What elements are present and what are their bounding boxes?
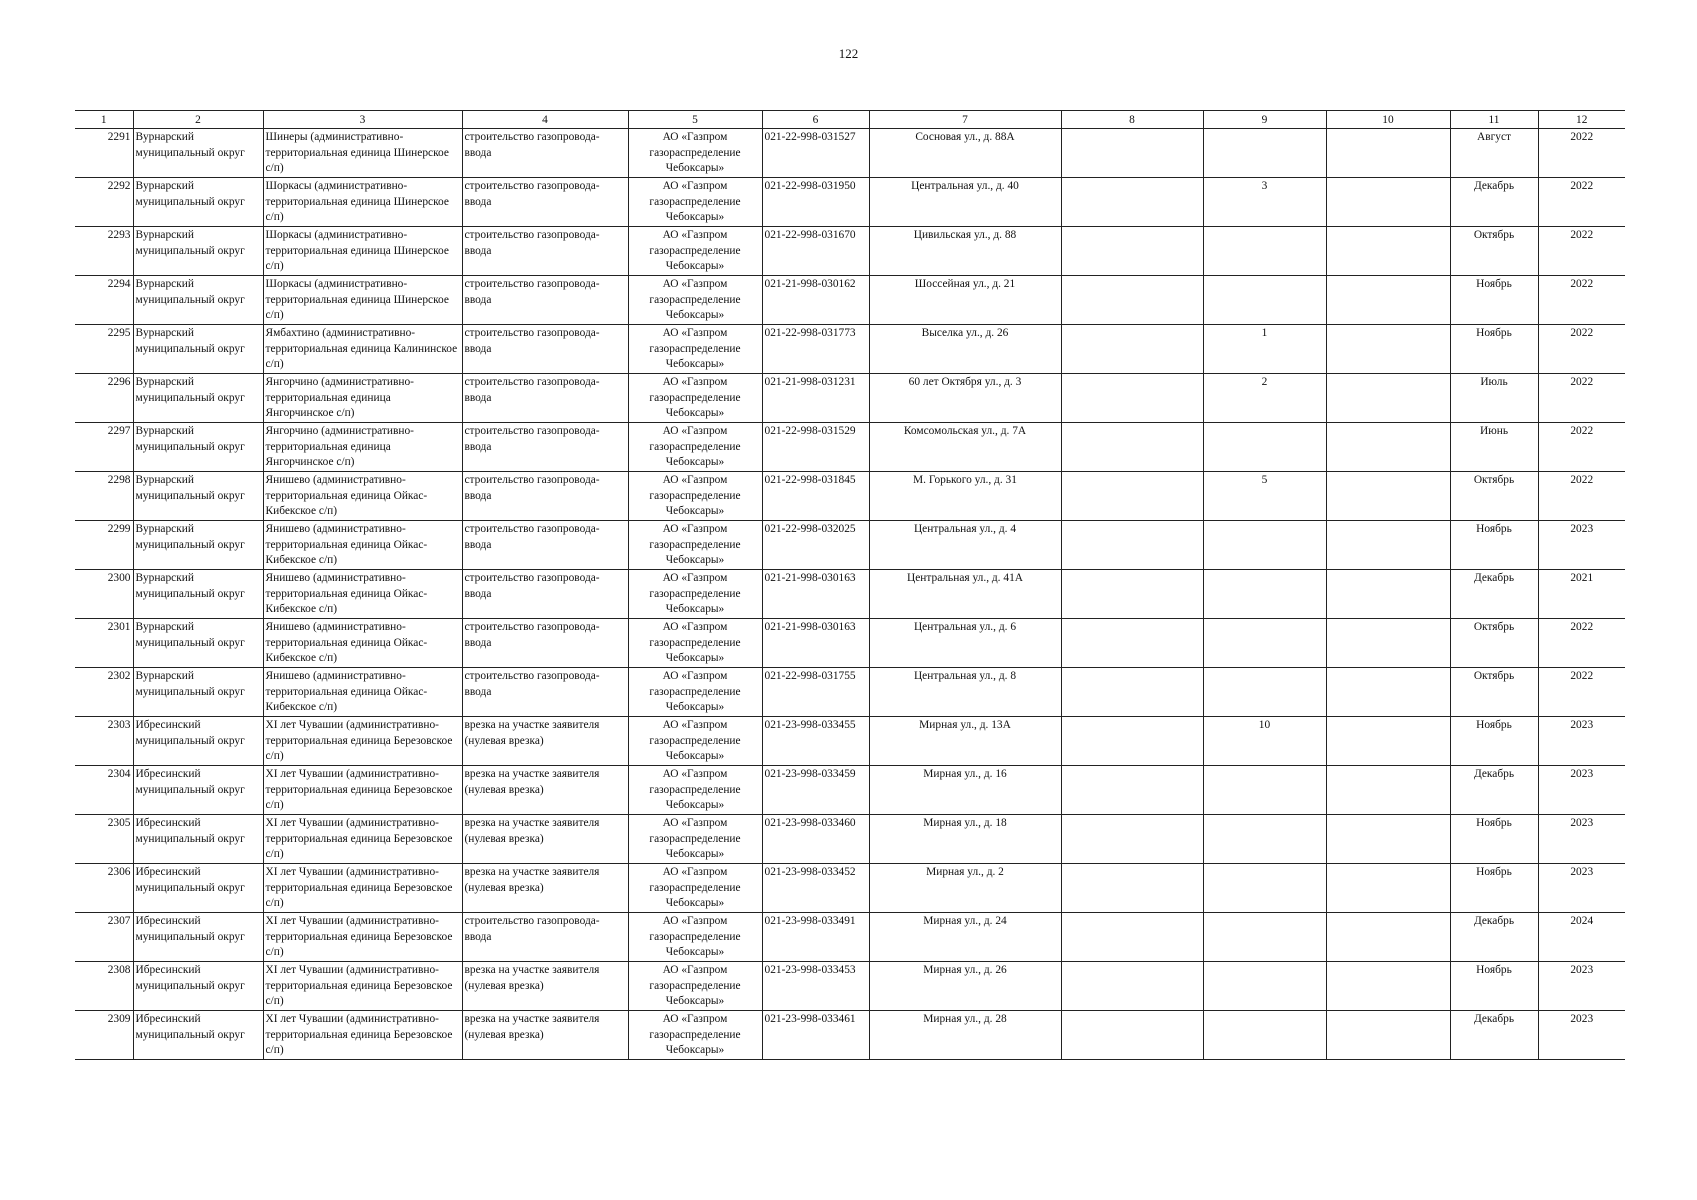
- organization-cell: АО «Газпром газораспределение Чебоксары»: [628, 962, 762, 1011]
- column-10-cell: [1326, 423, 1450, 472]
- column-header-3: 3: [263, 111, 462, 129]
- table-row: [75, 913, 1625, 962]
- column-9-cell: 3: [1203, 178, 1326, 227]
- row-number-cell: 2301: [75, 619, 133, 668]
- row-number-cell: 2307: [75, 913, 133, 962]
- column-8-cell: [1061, 1011, 1203, 1060]
- column-10-cell: [1326, 521, 1450, 570]
- settlement-cell: Шоркасы (административно-территориальная единица Шинерское с/п): [263, 227, 462, 276]
- column-9-cell: [1203, 766, 1326, 815]
- column-10-cell: [1326, 227, 1450, 276]
- year-cell: 2023: [1538, 815, 1625, 864]
- column-8-cell: [1061, 570, 1203, 619]
- year-cell: 2023: [1538, 521, 1625, 570]
- month-cell: Декабрь: [1450, 178, 1538, 227]
- table-row: [75, 227, 1625, 276]
- organization-cell: АО «Газпром газораспределение Чебоксары»: [628, 913, 762, 962]
- application-number-cell: 021-22-998-031845: [762, 472, 869, 521]
- municipality-cell: Ибресинский муниципальный округ: [133, 766, 263, 815]
- application-number-cell: 021-22-998-032025: [762, 521, 869, 570]
- row-number-cell: 2299: [75, 521, 133, 570]
- work-type-cell: врезка на участке заявителя (нулевая врезка): [462, 815, 628, 864]
- table-row: [75, 374, 1625, 423]
- municipality-cell: Ибресинский муниципальный округ: [133, 864, 263, 913]
- row-number-cell: 2303: [75, 717, 133, 766]
- organization-cell: АО «Газпром газораспределение Чебоксары»: [628, 864, 762, 913]
- month-cell: Ноябрь: [1450, 717, 1538, 766]
- application-number-cell: 021-22-998-031950: [762, 178, 869, 227]
- municipality-cell: Вурнарский муниципальный округ: [133, 668, 263, 717]
- row-number-cell: 2297: [75, 423, 133, 472]
- year-cell: 2022: [1538, 423, 1625, 472]
- month-cell: Декабрь: [1450, 570, 1538, 619]
- work-type-cell: строительство газопровода-ввода: [462, 570, 628, 619]
- year-cell: 2022: [1538, 374, 1625, 423]
- column-header-7: 7: [869, 111, 1061, 129]
- settlement-cell: Шинеры (административно-территориальная единица Шинерское с/п): [263, 129, 462, 178]
- application-number-cell: 021-21-998-030163: [762, 570, 869, 619]
- column-9-cell: [1203, 423, 1326, 472]
- work-type-cell: строительство газопровода-ввода: [462, 374, 628, 423]
- year-cell: 2023: [1538, 962, 1625, 1011]
- column-8-cell: [1061, 374, 1203, 423]
- column-9-cell: 1: [1203, 325, 1326, 374]
- settlement-cell: XI лет Чувашии (административно-территориальная единица Березовское с/п): [263, 913, 462, 962]
- organization-cell: АО «Газпром газораспределение Чебоксары»: [628, 276, 762, 325]
- organization-cell: АО «Газпром газораспределение Чебоксары»: [628, 815, 762, 864]
- work-type-cell: строительство газопровода-ввода: [462, 472, 628, 521]
- organization-cell: АО «Газпром газораспределение Чебоксары»: [628, 374, 762, 423]
- column-9-cell: 10: [1203, 717, 1326, 766]
- application-number-cell: 021-21-998-030162: [762, 276, 869, 325]
- row-number-cell: 2291: [75, 129, 133, 178]
- municipality-cell: Ибресинский муниципальный округ: [133, 913, 263, 962]
- month-cell: Июль: [1450, 374, 1538, 423]
- organization-cell: АО «Газпром газораспределение Чебоксары»: [628, 227, 762, 276]
- column-10-cell: [1326, 766, 1450, 815]
- address-cell: Сосновая ул., д. 88А: [869, 129, 1061, 178]
- month-cell: Ноябрь: [1450, 962, 1538, 1011]
- table-row: [75, 766, 1625, 815]
- year-cell: 2023: [1538, 717, 1625, 766]
- column-10-cell: [1326, 178, 1450, 227]
- municipality-cell: Вурнарский муниципальный округ: [133, 129, 263, 178]
- work-type-cell: строительство газопровода-ввода: [462, 178, 628, 227]
- year-cell: 2023: [1538, 766, 1625, 815]
- column-8-cell: [1061, 227, 1203, 276]
- column-8-cell: [1061, 668, 1203, 717]
- column-10-cell: [1326, 619, 1450, 668]
- column-9-cell: [1203, 521, 1326, 570]
- table-row: [75, 423, 1625, 472]
- work-type-cell: врезка на участке заявителя (нулевая врезка): [462, 864, 628, 913]
- address-cell: Центральная ул., д. 4: [869, 521, 1061, 570]
- municipality-cell: Ибресинский муниципальный округ: [133, 1011, 263, 1060]
- application-number-cell: 021-23-998-033452: [762, 864, 869, 913]
- settlement-cell: Янишево (административно-территориальная единица Ойкас-Кибекское с/п): [263, 472, 462, 521]
- table-row: [75, 717, 1625, 766]
- column-9-cell: [1203, 1011, 1326, 1060]
- year-cell: 2022: [1538, 325, 1625, 374]
- settlement-cell: XI лет Чувашии (административно-территориальная единица Березовское с/п): [263, 864, 462, 913]
- table-row: [75, 472, 1625, 521]
- address-cell: Комсомольская ул., д. 7А: [869, 423, 1061, 472]
- organization-cell: АО «Газпром газораспределение Чебоксары»: [628, 423, 762, 472]
- table-row: [75, 178, 1625, 227]
- municipality-cell: Вурнарский муниципальный округ: [133, 472, 263, 521]
- column-8-cell: [1061, 129, 1203, 178]
- application-number-cell: 021-23-998-033455: [762, 717, 869, 766]
- row-number-cell: 2304: [75, 766, 133, 815]
- municipality-cell: Вурнарский муниципальный округ: [133, 423, 263, 472]
- month-cell: Октябрь: [1450, 619, 1538, 668]
- column-9-cell: [1203, 962, 1326, 1011]
- year-cell: 2022: [1538, 276, 1625, 325]
- address-cell: Центральная ул., д. 8: [869, 668, 1061, 717]
- column-header-4: 4: [462, 111, 628, 129]
- application-number-cell: 021-21-998-030163: [762, 619, 869, 668]
- work-type-cell: строительство газопровода-ввода: [462, 423, 628, 472]
- column-10-cell: [1326, 668, 1450, 717]
- work-type-cell: строительство газопровода-ввода: [462, 227, 628, 276]
- organization-cell: АО «Газпром газораспределение Чебоксары»: [628, 521, 762, 570]
- year-cell: 2022: [1538, 178, 1625, 227]
- row-number-cell: 2305: [75, 815, 133, 864]
- address-cell: 60 лет Октября ул., д. 3: [869, 374, 1061, 423]
- column-10-cell: [1326, 472, 1450, 521]
- column-8-cell: [1061, 815, 1203, 864]
- municipality-cell: Вурнарский муниципальный округ: [133, 374, 263, 423]
- column-8-cell: [1061, 423, 1203, 472]
- settlement-cell: XI лет Чувашии (административно-территориальная единица Березовское с/п): [263, 815, 462, 864]
- column-header-5: 5: [628, 111, 762, 129]
- year-cell: 2022: [1538, 129, 1625, 178]
- table-row: [75, 1011, 1625, 1060]
- application-number-cell: 021-22-998-031773: [762, 325, 869, 374]
- work-type-cell: врезка на участке заявителя (нулевая врезка): [462, 766, 628, 815]
- column-10-cell: [1326, 325, 1450, 374]
- municipality-cell: Вурнарский муниципальный округ: [133, 178, 263, 227]
- organization-cell: АО «Газпром газораспределение Чебоксары»: [628, 619, 762, 668]
- year-cell: 2023: [1538, 1011, 1625, 1060]
- column-header-2: 2: [133, 111, 263, 129]
- month-cell: Ноябрь: [1450, 325, 1538, 374]
- month-cell: Август: [1450, 129, 1538, 178]
- work-type-cell: строительство газопровода-ввода: [462, 276, 628, 325]
- month-cell: Июнь: [1450, 423, 1538, 472]
- column-9-cell: [1203, 570, 1326, 619]
- month-cell: Ноябрь: [1450, 521, 1538, 570]
- table-row: [75, 864, 1625, 913]
- column-header-1: 1: [75, 111, 133, 129]
- settlement-cell: XI лет Чувашии (административно-территориальная единица Березовское с/п): [263, 717, 462, 766]
- settlement-cell: Янгорчино (административно-территориальная единица Янгорчинское с/п): [263, 423, 462, 472]
- year-cell: 2021: [1538, 570, 1625, 619]
- address-cell: Мирная ул., д. 18: [869, 815, 1061, 864]
- row-number-cell: 2296: [75, 374, 133, 423]
- month-cell: Декабрь: [1450, 1011, 1538, 1060]
- municipality-cell: Вурнарский муниципальный округ: [133, 521, 263, 570]
- municipality-cell: Вурнарский муниципальный округ: [133, 325, 263, 374]
- column-9-cell: [1203, 668, 1326, 717]
- year-cell: 2023: [1538, 864, 1625, 913]
- table-row: [75, 962, 1625, 1011]
- address-cell: Мирная ул., д. 28: [869, 1011, 1061, 1060]
- municipality-cell: Вурнарский муниципальный округ: [133, 619, 263, 668]
- column-10-cell: [1326, 1011, 1450, 1060]
- work-type-cell: строительство газопровода-ввода: [462, 619, 628, 668]
- row-number-cell: 2298: [75, 472, 133, 521]
- column-header-11: 11: [1450, 111, 1538, 129]
- row-number-cell: 2309: [75, 1011, 133, 1060]
- year-cell: 2022: [1538, 472, 1625, 521]
- column-10-cell: [1326, 913, 1450, 962]
- organization-cell: АО «Газпром газораспределение Чебоксары»: [628, 766, 762, 815]
- table-row: [75, 521, 1625, 570]
- column-8-cell: [1061, 766, 1203, 815]
- address-cell: Мирная ул., д. 26: [869, 962, 1061, 1011]
- year-cell: 2024: [1538, 913, 1625, 962]
- column-8-cell: [1061, 864, 1203, 913]
- organization-cell: АО «Газпром газораспределение Чебоксары»: [628, 668, 762, 717]
- application-number-cell: 021-23-998-033460: [762, 815, 869, 864]
- column-9-cell: 5: [1203, 472, 1326, 521]
- address-cell: Центральная ул., д. 40: [869, 178, 1061, 227]
- application-number-cell: 021-23-998-033491: [762, 913, 869, 962]
- column-10-cell: [1326, 276, 1450, 325]
- organization-cell: АО «Газпром газораспределение Чебоксары»: [628, 129, 762, 178]
- column-9-cell: [1203, 913, 1326, 962]
- municipality-cell: Вурнарский муниципальный округ: [133, 570, 263, 619]
- month-cell: Ноябрь: [1450, 864, 1538, 913]
- settlement-cell: Шоркасы (административно-территориальная единица Шинерское с/п): [263, 276, 462, 325]
- month-cell: Октябрь: [1450, 668, 1538, 717]
- organization-cell: АО «Газпром газораспределение Чебоксары»: [628, 472, 762, 521]
- column-8-cell: [1061, 619, 1203, 668]
- address-cell: Шоссейная ул., д. 21: [869, 276, 1061, 325]
- organization-cell: АО «Газпром газораспределение Чебоксары»: [628, 1011, 762, 1060]
- address-cell: Центральная ул., д. 6: [869, 619, 1061, 668]
- work-type-cell: строительство газопровода-ввода: [462, 325, 628, 374]
- settlement-cell: Ямбахтино (административно-территориальная единица Калининское с/п): [263, 325, 462, 374]
- address-cell: Центральная ул., д. 41А: [869, 570, 1061, 619]
- application-number-cell: 021-22-998-031529: [762, 423, 869, 472]
- organization-cell: АО «Газпром газораспределение Чебоксары»: [628, 325, 762, 374]
- work-type-cell: строительство газопровода-ввода: [462, 521, 628, 570]
- column-8-cell: [1061, 325, 1203, 374]
- application-number-cell: 021-22-998-031527: [762, 129, 869, 178]
- month-cell: Ноябрь: [1450, 276, 1538, 325]
- column-10-cell: [1326, 570, 1450, 619]
- column-header-8: 8: [1061, 111, 1203, 129]
- organization-cell: АО «Газпром газораспределение Чебоксары»: [628, 717, 762, 766]
- column-8-cell: [1061, 717, 1203, 766]
- row-number-cell: 2294: [75, 276, 133, 325]
- column-9-cell: [1203, 129, 1326, 178]
- application-number-cell: 021-21-998-031231: [762, 374, 869, 423]
- organization-cell: АО «Газпром газораспределение Чебоксары»: [628, 178, 762, 227]
- year-cell: 2022: [1538, 668, 1625, 717]
- application-number-cell: 021-22-998-031670: [762, 227, 869, 276]
- column-9-cell: 2: [1203, 374, 1326, 423]
- settlement-cell: Янишево (административно-территориальная единица Ойкас-Кибекское с/п): [263, 521, 462, 570]
- header-row: [75, 111, 1625, 129]
- settlement-cell: Янгорчино (административно-территориальная единица Янгорчинское с/п): [263, 374, 462, 423]
- column-10-cell: [1326, 864, 1450, 913]
- column-8-cell: [1061, 472, 1203, 521]
- column-header-6: 6: [762, 111, 869, 129]
- column-10-cell: [1326, 717, 1450, 766]
- table-row: [75, 276, 1625, 325]
- column-header-12: 12: [1538, 111, 1625, 129]
- row-number-cell: 2295: [75, 325, 133, 374]
- address-cell: Цивильская ул., д. 88: [869, 227, 1061, 276]
- row-number-cell: 2300: [75, 570, 133, 619]
- row-number-cell: 2306: [75, 864, 133, 913]
- column-8-cell: [1061, 962, 1203, 1011]
- municipality-cell: Вурнарский муниципальный округ: [133, 276, 263, 325]
- month-cell: Декабрь: [1450, 913, 1538, 962]
- page-number: 122: [838, 46, 859, 61]
- work-type-cell: строительство газопровода-ввода: [462, 913, 628, 962]
- address-cell: Мирная ул., д. 13А: [869, 717, 1061, 766]
- table-row: [75, 815, 1625, 864]
- table-row: [75, 668, 1625, 717]
- row-number-cell: 2302: [75, 668, 133, 717]
- address-cell: М. Горького ул., д. 31: [869, 472, 1061, 521]
- work-type-cell: врезка на участке заявителя (нулевая врезка): [462, 717, 628, 766]
- municipality-cell: Ибресинский муниципальный округ: [133, 717, 263, 766]
- column-8-cell: [1061, 276, 1203, 325]
- organization-cell: АО «Газпром газораспределение Чебоксары»: [628, 570, 762, 619]
- column-10-cell: [1326, 129, 1450, 178]
- municipality-cell: Вурнарский муниципальный округ: [133, 227, 263, 276]
- application-number-cell: 021-23-998-033453: [762, 962, 869, 1011]
- column-9-cell: [1203, 276, 1326, 325]
- settlement-cell: Янишево (административно-территориальная единица Ойкас-Кибекское с/п): [263, 570, 462, 619]
- year-cell: 2022: [1538, 227, 1625, 276]
- year-cell: 2022: [1538, 619, 1625, 668]
- column-9-cell: [1203, 227, 1326, 276]
- month-cell: Октябрь: [1450, 227, 1538, 276]
- column-10-cell: [1326, 962, 1450, 1011]
- application-number-cell: 021-23-998-033461: [762, 1011, 869, 1060]
- column-10-cell: [1326, 374, 1450, 423]
- month-cell: Октябрь: [1450, 472, 1538, 521]
- column-8-cell: [1061, 913, 1203, 962]
- column-9-cell: [1203, 815, 1326, 864]
- column-9-cell: [1203, 619, 1326, 668]
- table-row: [75, 129, 1625, 178]
- table-row: [75, 325, 1625, 374]
- settlement-cell: XI лет Чувашии (административно-территориальная единица Березовское с/п): [263, 766, 462, 815]
- registry-body: [75, 129, 1625, 1060]
- address-cell: Мирная ул., д. 16: [869, 766, 1061, 815]
- table-row: [75, 570, 1625, 619]
- settlement-cell: Янишево (административно-территориальная единица Ойкас-Кибекское с/п): [263, 668, 462, 717]
- column-header-9: 9: [1203, 111, 1326, 129]
- column-8-cell: [1061, 521, 1203, 570]
- settlement-cell: Янишево (административно-территориальная единица Ойкас-Кибекское с/п): [263, 619, 462, 668]
- address-cell: Мирная ул., д. 24: [869, 913, 1061, 962]
- row-number-cell: 2308: [75, 962, 133, 1011]
- column-9-cell: [1203, 864, 1326, 913]
- row-number-cell: 2293: [75, 227, 133, 276]
- work-type-cell: строительство газопровода-ввода: [462, 129, 628, 178]
- settlement-cell: Шоркасы (административно-территориальная единица Шинерское с/п): [263, 178, 462, 227]
- settlement-cell: XI лет Чувашии (административно-территориальная единица Березовское с/п): [263, 962, 462, 1011]
- work-type-cell: строительство газопровода-ввода: [462, 668, 628, 717]
- column-8-cell: [1061, 178, 1203, 227]
- address-cell: Мирная ул., д. 2: [869, 864, 1061, 913]
- registry-table: [75, 110, 1625, 1060]
- row-number-cell: 2292: [75, 178, 133, 227]
- work-type-cell: врезка на участке заявителя (нулевая врезка): [462, 1011, 628, 1060]
- application-number-cell: 021-22-998-031755: [762, 668, 869, 717]
- municipality-cell: Ибресинский муниципальный округ: [133, 962, 263, 1011]
- column-header-10: 10: [1326, 111, 1450, 129]
- column-10-cell: [1326, 815, 1450, 864]
- settlement-cell: XI лет Чувашии (административно-территориальная единица Березовское с/п): [263, 1011, 462, 1060]
- municipality-cell: Ибресинский муниципальный округ: [133, 815, 263, 864]
- month-cell: Ноябрь: [1450, 815, 1538, 864]
- month-cell: Декабрь: [1450, 766, 1538, 815]
- address-cell: Выселка ул., д. 26: [869, 325, 1061, 374]
- work-type-cell: врезка на участке заявителя (нулевая врезка): [462, 962, 628, 1011]
- application-number-cell: 021-23-998-033459: [762, 766, 869, 815]
- table-row: [75, 619, 1625, 668]
